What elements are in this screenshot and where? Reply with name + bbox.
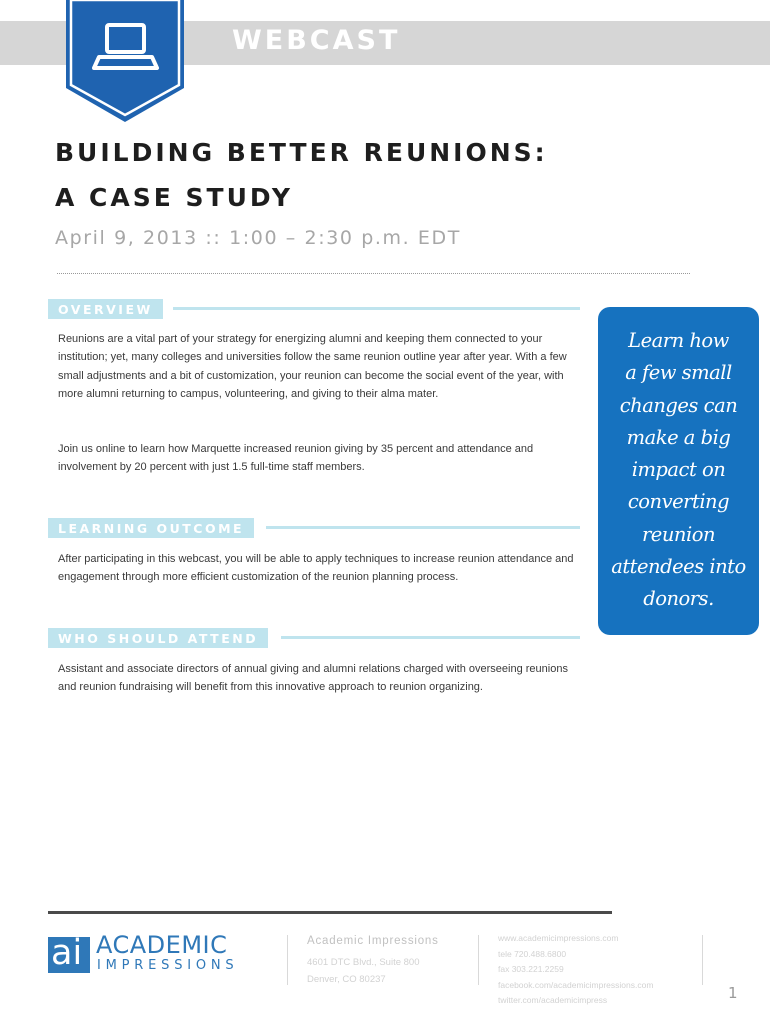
learning-outcome-heading: LEARNING OUTCOME — [48, 518, 254, 538]
address-line-1: 4601 DTC Blvd., Suite 800 — [307, 957, 420, 968]
who-should-attend-header — [48, 628, 580, 648]
callout-line: donors. — [643, 587, 714, 611]
page-number: 1 — [728, 984, 738, 1002]
learning-outcome-header — [48, 518, 580, 538]
callout-line: reunion — [641, 522, 715, 546]
footer-rule — [48, 911, 612, 914]
callout-line: changes can — [619, 393, 738, 417]
footer-divider — [287, 935, 288, 985]
title-line-2: A CASE STUDY — [55, 183, 293, 212]
learning-outcome-paragraph: After participating in this webcast, you will be able to apply techniques to increase reunion attendance and engagement through more efficient customization of the reunion planning process. — [58, 553, 574, 584]
overview-rule — [173, 307, 580, 310]
telephone: tele 720.488.6800 — [498, 948, 567, 959]
who-should-attend-rule — [281, 636, 580, 639]
page-title — [55, 130, 548, 220]
callout-line: attendees into — [611, 555, 746, 579]
footer-address — [307, 935, 439, 988]
address-line-2: Denver, CO 80237 — [307, 974, 386, 985]
footer-divider — [478, 935, 479, 985]
title-line-1: BUILDING BETTER REUNIONS: — [55, 138, 548, 167]
twitter-link[interactable]: twitter.com/academicimpress — [498, 995, 608, 1006]
who-should-attend-paragraph: Assistant and associate directors of annual giving and alumni relations charged with overseeing reunions and reunion fundraising will benefit from this innovative approach to reunion organizing. — [58, 663, 568, 694]
callout-line: converting — [627, 490, 730, 514]
website-link[interactable]: www.academicimpressions.com — [498, 933, 619, 943]
dotted-divider — [57, 273, 690, 274]
logo-mark-text: ai — [51, 933, 83, 973]
learning-outcome-rule — [266, 526, 580, 529]
callout-box — [598, 307, 759, 635]
logo-word-academic: ACADEMIC — [96, 931, 228, 959]
overview-header — [48, 299, 580, 319]
footer-divider — [702, 935, 703, 985]
callout-line: make a big — [626, 425, 731, 449]
facebook-link[interactable]: facebook.com/academicimpressions.com — [498, 979, 654, 990]
laptop-icon — [66, 0, 184, 122]
callout-text — [598, 325, 759, 616]
academic-impressions-logo — [48, 933, 90, 973]
callout-line: a few small — [625, 361, 732, 385]
event-date: April 9, 2013 :: 1:00 – 2:30 p.m. EDT — [55, 227, 461, 249]
footer-contact — [498, 931, 653, 1009]
callout-line: Learn how — [628, 329, 729, 352]
callout-line: impact on — [631, 458, 726, 482]
logo-word-impressions: IMPRESSIONS — [97, 958, 239, 973]
org-name: Academic Impressions — [307, 935, 439, 947]
overview-paragraph-1: Reunions are a vital part of your strategy for energizing alumni and keeping them connected to your institution; yet, many colleges and universities follow the same reunion outline year after year. With a few small adjustments and a bit of customization, your reunion can become the social event of the year, with more alumni returning to campus, volunteering, and giving to their alma mater. — [58, 333, 567, 400]
overview-paragraph-2: Join us online to learn how Marquette increased reunion giving by 35 percent and attendance and involvement by 20 percent with just 1.5 full-time staff members. — [58, 443, 534, 474]
who-should-attend-heading: WHO SHOULD ATTEND — [48, 628, 268, 648]
banner-title: WEBCAST — [232, 25, 401, 56]
fax: fax 303.221.2259 — [498, 964, 564, 975]
overview-heading: OVERVIEW — [48, 299, 163, 319]
